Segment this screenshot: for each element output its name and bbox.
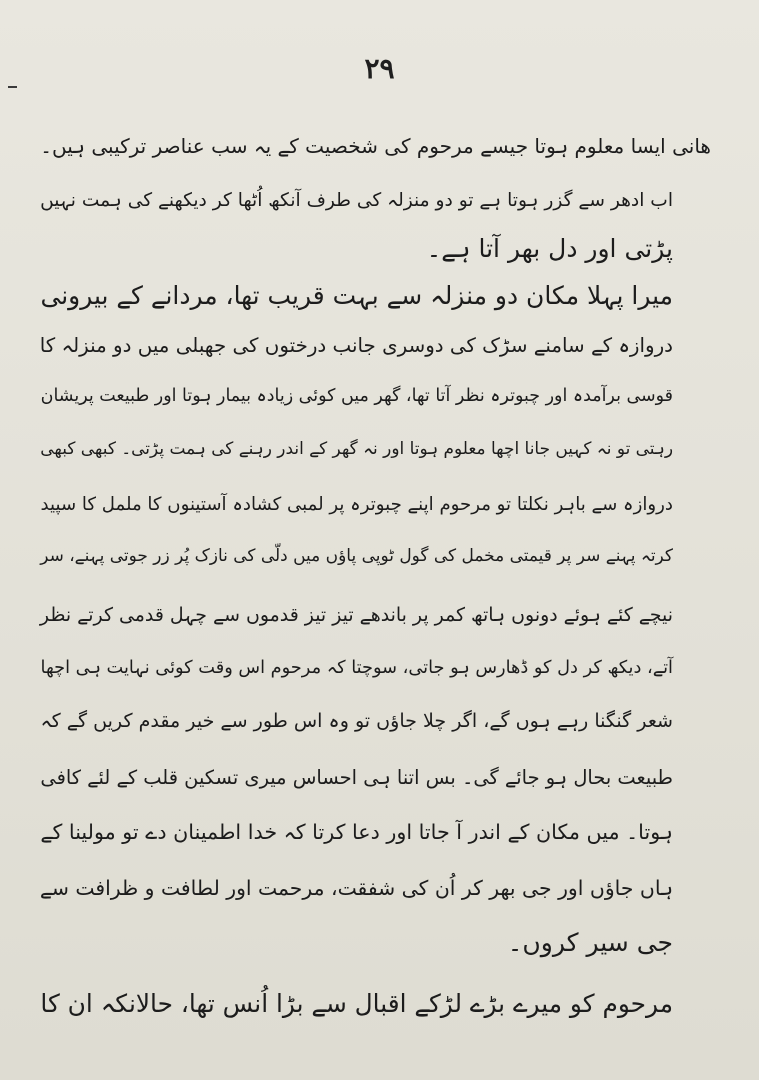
text-line: دروازہ کے سامنے سڑک کی دوسری جانب درختوں کی جھبلی میں دو منزلہ کا (39, 334, 673, 357)
text-line: نیچے کئے ہوئے دونوں ہاتھ کمر پر باندھے تیز تیز قدموں سے چہل قدمی کرتے نظر (39, 604, 673, 626)
page-number: ۲۹ (364, 52, 395, 85)
text-line: جی سیر کروں۔ (507, 928, 673, 957)
margin-mark (8, 86, 17, 88)
text-line: رہتی تو نہ کہیں جانا اچھا معلوم ہوتا اور نہ گھر کے اندر رہنے کی ہمت پڑتی۔ کبھی کبھی (40, 438, 673, 458)
text-line: میرا پہلا مکان دو منزلہ سے بہت قریب تھا، مردانے کے بیرونی (40, 281, 673, 310)
text-line: شعر گنگنا رہے ہوں گے، اگر چلا جاؤں تو وہ اس طور سے خیر مقدم کریں گے کہ (40, 710, 673, 732)
text-line: آتے، دیکھ کر دل کو ڈھارس ہو جاتی، سوچتا کہ مرحوم اس وقت کوئی نہایت ہی اچھا (40, 658, 673, 678)
text-line: مرحوم کو میرے بڑے لڑکے اقبال سے بڑا اُنس تھا، حالانکہ ان کا (40, 989, 673, 1018)
text-line: طبیعت بحال ہو جائے گی۔ بس اتنا ہی احساس میری تسکین قلب کے لئے کافی (40, 766, 673, 789)
text-line: دروازہ سے باہر نکلتا تو مرحوم اپنے چبوترہ پر لمبی کشادہ آستینوں کا ململ کا سپید (40, 494, 673, 515)
text-line: ھانی ایسا معلوم ہوتا جیسے مرحوم کی شخصیت کے یہ سب عناصر ترکیبی ہیں۔ (40, 134, 711, 158)
text-line: ہوتا۔ میں مکان کے اندر آ جاتا اور دعا کرتا کہ خدا اطمینان دے تو مولینا کے (40, 820, 673, 844)
text-line: قوسی برآمدہ اور چبوترہ نظر آتا تھا، گھر میں کوئی زیادہ بیمار ہوتا اور طبیعت پریشان (40, 386, 673, 406)
text-line: اب ادھر سے گزر ہوتا ہے تو دو منزلہ کی طرف آنکھ اُٹھا کر دیکھنے کی ہمت نہیں (40, 190, 673, 211)
text-line: ہاں جاؤں اور جی بھر کر اُن کی شفقت، مرحمت اور لطافت و ظرافت سے (39, 876, 673, 900)
text-line: کرتہ پہنے سر پر قیمتی مخمل کی گول ٹوپی پاؤں میں دلّی کی نازک پُر زر جوتی پہنے، سر (40, 546, 673, 566)
text-line: پڑتی اور دل بھر آتا ہے۔ (426, 234, 673, 263)
